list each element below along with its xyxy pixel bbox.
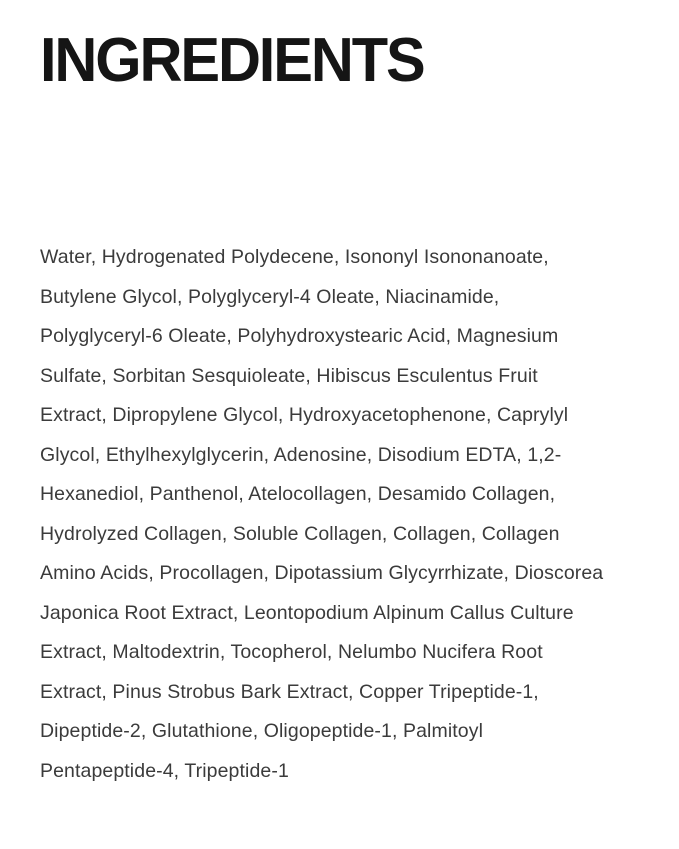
- ingredients-line-4: Sulfate, Sorbitan Sesquioleate, Hibiscus Esculentus Fruit: [40, 364, 538, 387]
- ingredients-line-6: Glycol, Ethylhexylglycerin, Adenosine, Disodium EDTA, 1,2-: [40, 443, 562, 466]
- ingredients-line-12: Extract, Pinus Strobus Bark Extract, Copper Tripeptide-1,: [40, 680, 539, 703]
- page-title-text: INGREDIENTS: [40, 26, 424, 95]
- ingredients-line-1: Water, Hydrogenated Polydecene, Isononyl Isononanoate,: [40, 246, 549, 268]
- ingredients-line-14: Pentapeptide-4, Tripeptide-1: [40, 759, 289, 782]
- ingredients-line-5: Extract, Dipropylene Glycol, Hydroxyacetophenone, Caprylyl: [40, 404, 569, 426]
- ingredients-line-13: Dipeptide-2, Glutathione, Oligopeptide-1, Palmitoyl: [40, 720, 484, 742]
- ingredients-line-2: Butylene Glycol, Polyglyceryl-4 Oleate, Niacinamide,: [40, 285, 500, 308]
- ingredients-line-3: Polyglyceryl-6 Oleate, Polyhydroxystearic Acid, Magnesium: [40, 325, 559, 347]
- ingredients-list: [40, 238, 652, 791]
- ingredients-line-10: Japonica Root Extract, Leontopodium Alpinum Callus Culture: [40, 601, 574, 624]
- ingredients-line-9: Amino Acids, Procollagen, Dipotassium Glycyrrhizate, Dioscorea: [40, 562, 604, 584]
- ingredients-line-11: Extract, Maltodextrin, Tocopherol, Nelumbo Nucifera Root: [40, 641, 543, 663]
- page-title: [40, 26, 440, 95]
- ingredients-line-8: Hydrolyzed Collagen, Soluble Collagen, Collagen, Collagen: [40, 522, 560, 545]
- ingredients-line-7: Hexanediol, Panthenol, Atelocollagen, Desamido Collagen,: [40, 483, 556, 505]
